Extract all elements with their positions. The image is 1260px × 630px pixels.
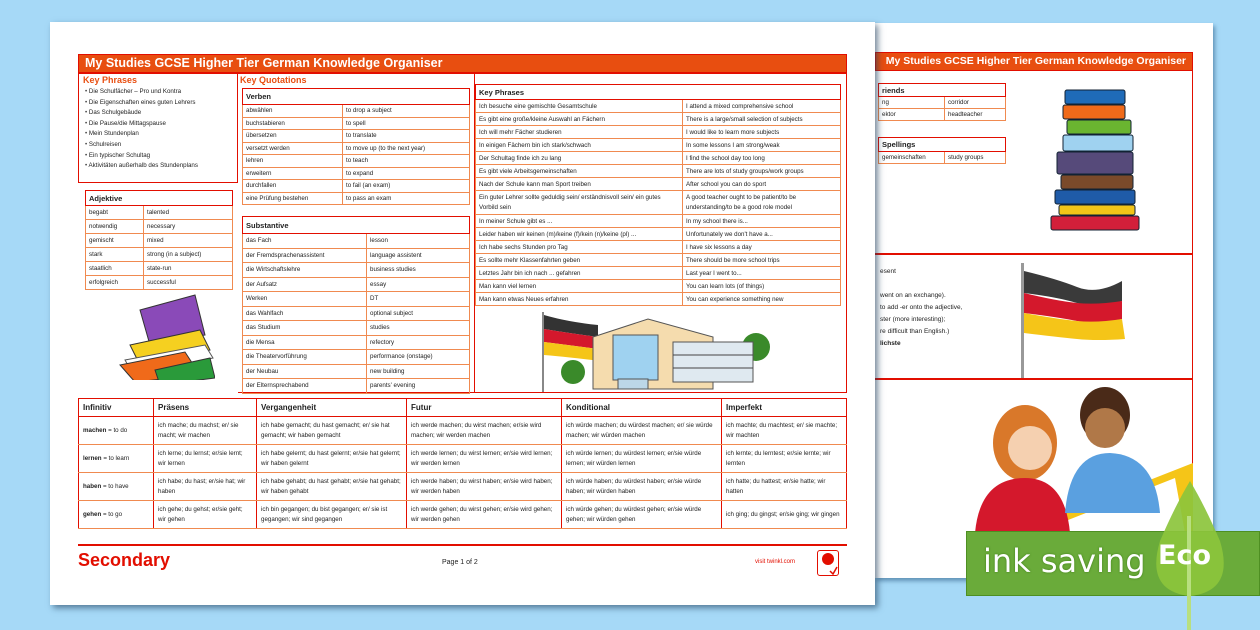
table-cell: das Studium [243,321,367,336]
table-cell: There should be more school trips [683,254,841,267]
spellings-table [878,137,1006,164]
column-header: Präsens [154,399,257,417]
table-cell: Unfortunately we don't have a... [683,228,841,241]
table-cell: state-run [144,262,233,276]
list-item: • Die Pause/die Mittagspause [85,119,198,130]
table-cell: ektor [879,109,945,121]
table-cell: to move up (to the next year) [343,142,470,155]
table-cell: erweitern [243,167,343,180]
table-cell: In meiner Schule gibt es ... [476,215,683,228]
table-cell: lesson [367,234,470,249]
table-cell: der Neubau [243,364,367,379]
table-cell: mixed [144,234,233,248]
table-cell: ich werde machen; du wirst machen; er/sie wird machen; wir werden machen [407,417,562,445]
table-cell: notwendig [86,220,144,234]
table-cell: You can experience something new [683,293,841,306]
table-cell: In some lessons I am strong/weak [683,139,841,152]
table-cell: I attend a mixed comprehensive school [683,100,841,113]
table-cell: buchstabieren [243,117,343,130]
table-cell: studies [367,321,470,336]
table-cell: A good teacher ought to be patient/to be understanding/to be a good role model [683,191,841,215]
table-cell: refectory [367,335,470,350]
table-cell: ich würde gehen; du würdest gehen; er/sie würde gehen; wir würden gehen [562,501,722,529]
table-row [79,473,847,501]
table-cell: optional subject [367,306,470,321]
verb-name: gehen [83,510,102,518]
list-item: • Die Schulfächer – Pro und Kontra [85,87,198,98]
table-cell: I would like to learn more subjects [683,126,841,139]
table-cell: I find the school day too long [683,152,841,165]
verb-name: haben [83,482,102,490]
table-cell: eine Prüfung bestehen [243,192,343,205]
table-cell: der Aufsatz [243,277,367,292]
table-cell: Nach der Schule kann man Sport treiben [476,178,683,191]
table-cell: lehren [243,155,343,168]
table-cell: Es gibt eine große/kleine Auswahl an Fächern [476,113,683,126]
table-cell: strong (in a subject) [144,248,233,262]
table-cell: talented [144,206,233,220]
table-cell: Werken [243,292,367,307]
table-cell: ich würde lernen; du würdest lernen; er/sie würde lernen; wir würden lernen [562,445,722,473]
table-cell: ng [879,97,945,109]
spellings-title: Spellings [879,138,1006,152]
substantive-title: Substantive [243,217,470,234]
table-cell: After school you can do sport [683,178,841,191]
table-cell: das Wahlfach [243,306,367,321]
column-header: Infinitiv [79,399,154,417]
table-cell: There is a large/small selection of subjects [683,113,841,126]
table-cell: stark [86,248,144,262]
friends-table [878,83,1006,121]
books-illustration [105,290,215,380]
table-cell: übersetzen [243,130,343,143]
table-cell: ich machte; du machtest; er/ sie machte; wir machten [722,417,847,445]
table-cell: Es sollte mehr Klassenfahrten geben [476,254,683,267]
table-cell: versetzt werden [243,142,343,155]
list-item: • Mein Stundenplan [85,129,198,140]
substantive-table [242,216,470,394]
table-cell: new building [367,364,470,379]
adjektive-table [85,190,233,290]
list-item: • Aktivitäten außerhalb des Stundenplans [85,161,198,172]
table-cell: to spell [343,117,470,130]
table-cell: erfolgreich [86,276,144,290]
table-cell: parents' evening [367,379,470,394]
footer-divider [78,544,847,546]
table-cell: necessary [144,220,233,234]
table-cell: Letztes Jahr bin ich nach ... gefahren [476,267,683,280]
table-cell: ich werde lernen; du wirst lernen; er/sie wird lernen; wir werden lernen [407,445,562,473]
adjektive-title: Adjektive [86,191,233,206]
table-cell: Man kann viel lernen [476,280,683,293]
table-cell: gemeinschaften [879,152,945,164]
table-cell: corridor [945,97,1006,109]
key-phrases-table [475,84,841,306]
table-cell: der Fremdsprachenassistent [243,248,367,263]
table-cell: Man kann etwas Neues erfahren [476,293,683,306]
table-cell: ich habe gelernt; du hast gelernt; er/sie hat gelernt; wir haben gelernt [257,445,407,473]
verb-meaning: = to have [102,482,129,490]
list-item: • Das Schulgebäude [85,108,198,119]
table-cell: business studies [367,263,470,278]
table-cell: There are lots of study groups/work groups [683,165,841,178]
table-cell: language assistent [367,248,470,263]
divider [875,253,1193,255]
verben-table [242,88,470,205]
divider [875,378,1193,380]
list-item: • Schulreisen [85,140,198,151]
column-header: Imperfekt [722,399,847,417]
table-cell: ich bin gegangen; du bist gegangen; er/ sie ist gegangen; wir sind gegangen [257,501,407,529]
table-cell: begabt [86,206,144,220]
table-cell: ich werde gehen; du wirst gehen; er/sie wird gehen; wir werden gehen [407,501,562,529]
table-cell: die Mensa [243,335,367,350]
grammar-line: esent [880,268,896,275]
table-row [79,501,847,529]
table-row [79,417,847,445]
table-cell: ich mache; du machst; er/ sie macht; wir machen [154,417,257,445]
table-cell: ich würde haben; du würdest haben; er/sie würde haben; wir würden haben [562,473,722,501]
table-cell: In my school there is... [683,215,841,228]
friends-title: riends [879,84,1006,97]
table-cell: to fail (an exam) [343,180,470,193]
table-cell: die Wirtschaftslehre [243,263,367,278]
table-cell: DT [367,292,470,307]
table-cell: die Theatervorführung [243,350,367,365]
key-phrases-heading: Key Phrases [83,75,138,85]
table-cell: Ich habe sechs Stunden pro Tag [476,241,683,254]
grammar-line: went on an exchange). [880,292,946,299]
table-cell: You can learn lots (of things) [683,280,841,293]
visit-link[interactable]: visit twinkl.com [755,559,796,565]
table-cell: successful [144,276,233,290]
table-cell: to drop a subject [343,105,470,118]
table-cell: ich habe gemacht; du hast gemacht; er/ sie hat gemacht; wir haben gemacht [257,417,407,445]
table-cell: ich gehe; du gehst; er/sie geht; wir gehen [154,501,257,529]
table-cell: essay [367,277,470,292]
table-cell: staatlich [86,262,144,276]
brand-label: Secondary [78,550,171,570]
column-header: Futur [407,399,562,417]
table-cell: ich habe gehabt; du hast gehabt; er/sie hat gehabt; wir haben gehabt [257,473,407,501]
table-cell: headteacher [945,109,1006,121]
table-cell: ich würde machen; du würdest machen; er/ sie würde machen; wir würden machen [562,417,722,445]
table-cell: ich lernte; du lerntest; er/sie lernte; wir lernten [722,445,847,473]
table-row [79,445,847,473]
ink-saving-label: ink saving [983,542,1146,580]
table-cell: der Elternsprechabend [243,379,367,394]
table-cell: ich habe; du hast; er/sie hat; wir haben [154,473,257,501]
table-cell: gemischt [86,234,144,248]
table-cell: ich werde haben; du wirst haben; er/sie wird haben; wir werden haben [407,473,562,501]
school-building-illustration [538,307,778,397]
verb-conjugation-table [78,398,847,529]
grammar-line: to add -er onto the adjective, [880,304,963,311]
eco-label: Eco [1158,540,1211,571]
list-item: • Die Eigenschaften eines guten Lehrers [85,98,198,109]
table-cell: to translate [343,130,470,143]
german-flag-illustration [1017,261,1127,381]
table-cell: I have six lessons a day [683,241,841,254]
table-cell: das Fach [243,234,367,249]
table-cell: Ein guter Lehrer sollte geduldig sein/ erständnisvoll sein/ ein gutes Vorbild sein [476,191,683,215]
table-cell: performance (onstage) [367,350,470,365]
table-cell: study groups [945,152,1006,164]
grammar-notes [880,266,962,350]
verb-meaning: = to learn [103,454,130,462]
table-cell: Leider haben wir keinen (m)/keine (f)/kein (n)/keine (pl) ... [476,228,683,241]
table-cell: ich hatte; du hattest; er/sie hatte; wir hatten [722,473,847,501]
table-cell: to pass an exam [343,192,470,205]
table-cell: ich lerne; du lernst; er/sie lernt; wir lernen [154,445,257,473]
key-quotations-heading: Key Quotations [240,75,307,85]
table-cell: Ich will mehr Fächer studieren [476,126,683,139]
table-cell: to teach [343,155,470,168]
table-cell: Last year I went to... [683,267,841,280]
page-number: Page 1 of 2 [442,559,478,566]
table-cell: abwählen [243,105,343,118]
verb-meaning: = to do [108,426,128,434]
page-1 [50,22,875,605]
table-cell: Der Schultag finde ich zu lang [476,152,683,165]
twinkl-logo-icon [817,550,839,576]
grammar-line: lichste [880,340,901,347]
table-cell: ich ging; du gingst; er/sie ging; wir gingen [722,501,847,529]
list-item: • Ein typischer Schultag [85,151,198,162]
book-stack-illustration [1045,85,1155,235]
verb-name: lernen [83,454,102,462]
column-header: Vergangenheit [257,399,407,417]
table-cell: In einigen Fächern bin ich stark/schwach [476,139,683,152]
document-title: My Studies GCSE Higher Tier German Knowledge Organiser [78,54,847,73]
table-cell: Es gibt viele Arbeitsgemeinschaften [476,165,683,178]
table-cell: to expand [343,167,470,180]
grammar-line: ster (more interesting); [880,316,946,323]
table-cell: Ich besuche eine gemischte Gesamtschule [476,100,683,113]
table-cell: durchfallen [243,180,343,193]
column-header: Konditional [562,399,722,417]
key-phrases-table-title: Key Phrases [476,85,841,100]
verb-meaning: = to go [102,510,123,518]
verb-name: machen [83,426,107,434]
verben-title: Verben [243,89,470,105]
key-phrases-list [85,87,198,172]
page-2-title: My Studies GCSE Higher Tier German Knowledge Organiser [875,52,1193,71]
grammar-line: re difficult than English.) [880,328,950,335]
